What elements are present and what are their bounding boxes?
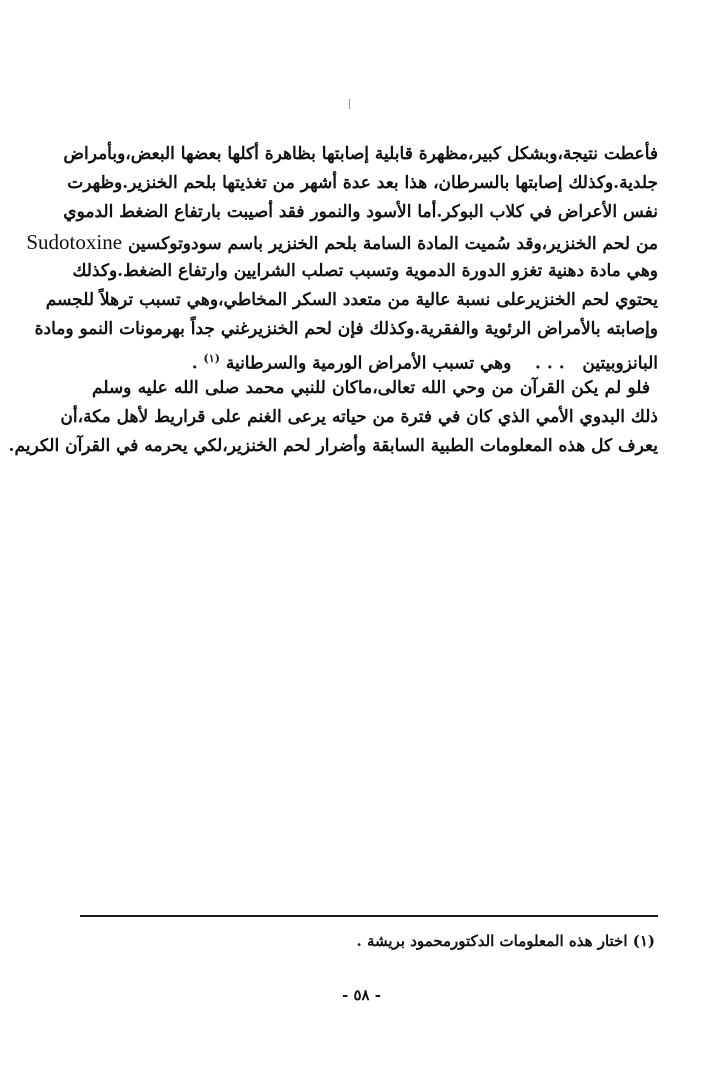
text-line-end: وهي تسبب الأمراض الورمية والسرطانية [225,353,512,374]
text-line: فلو لم يكن القرآن من وحي الله تعالى،ماكان للنبي محمد صلى الله عليه وسلم [92,377,650,398]
text-line: ذلك البدوي الأمي الذي كان في فترة من حياته يرعى الغنم على قراريط لأهل مكة،أن [60,406,658,427]
text-line: وهي مادة دهنية تغزو الدورة الدموية وتسبب تصلب الشرايين وارتفاع الضغط.وكذلك [72,260,658,281]
text-line: يعرف كل هذه المعلومات الطبية السابقة وأضرار لحم الخنزير،لكي يحرمه في القرآن الكريم. [8,435,658,456]
text-line-arabic: من لحم الخنزير،وقد سُميت المادة السامة بلحم الخنزير باسم سودوتوكسين [127,233,658,254]
footnote-marker: (١) [632,932,655,950]
text-line [92,344,658,373]
text-line-start: البانزوبيتين [582,353,658,374]
text-line: جلدية.وكذلك إصابتها بالسرطان، هذا بعد عدة أشهر من تغذيتها بلحم الخنزير.وظهرت [67,173,658,194]
text-line: فأعطت نتيجة،وبشكل كبير،مظهرة قابلية إصابتها بظاهرة أكلها بعضها البعض،وبأمراض [63,144,658,164]
page-number: - ٥٨ - [341,986,382,1004]
sentence-end: . [191,353,198,374]
ellipsis-dots: . . . [535,353,565,374]
latin-term: Sudotoxine [26,229,123,254]
body-text [8,140,658,461]
scan-speck [349,99,350,109]
text-line [26,228,658,257]
footnote-divider [80,915,658,917]
footnote-text: اختار هذه المعلومات الدكتورمحمود بريشة . [356,932,628,950]
text-line: يحتوي لحم الخنزيرعلى نسبة عالية من متعدد السكر المخاطي،وهي تسبب ترهلاً للجسم [45,289,658,310]
text-line: نفس الأعراض في كلاب البوكر.أما الأسود والنمور فقد أصيبت بارتفاع الضغط الدموي [63,202,658,223]
text-line: وإصابته بالأمراض الرئوية والفقرية.وكذلك فإن لحم الخنزيرغني جداً بهرمونات النمو ومادة [34,319,658,340]
footnote-reference: (١) [203,352,220,366]
footnote [357,932,656,950]
